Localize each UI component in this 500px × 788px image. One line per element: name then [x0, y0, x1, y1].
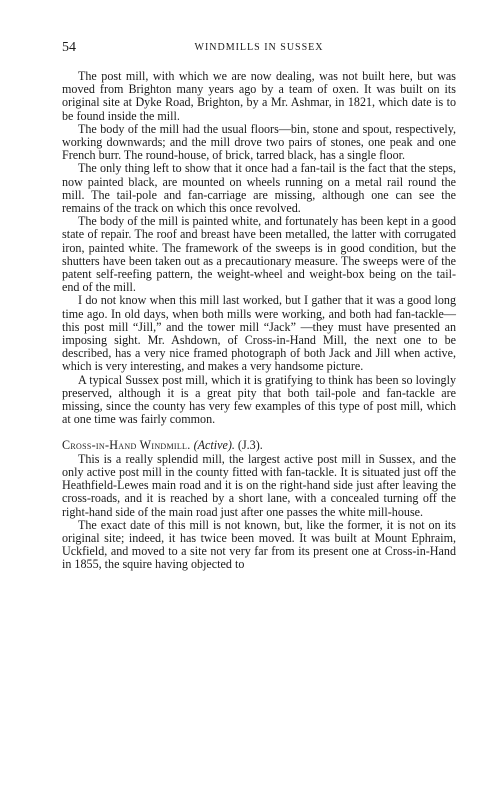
paragraph: The post mill, with which we are now dealing, was not built here, but was moved from Brighton many years ago by a team of oxen. It was built on its original site at Dyke Road, Brighton, by a Mr. Ashmar, in 1821, which date is to be found inside the mill.	[62, 69, 456, 123]
paragraph: A typical Sussex post mill, which it is gratifying to think has been so lovingly preserved, although it is a great pity that both tail-pole and fan-tackle are missing, since the county has very few examples of this type of post mill, which at one time was fairly common.	[62, 372, 456, 427]
section-heading-status: (Active).	[193, 438, 235, 453]
page-header	[62, 40, 456, 58]
paragraph: The only thing left to show that it once had a fan-tail is the fact that the steps, now painted black, are mounted on wheels running on a metal rail round the mill. The tail-pole and fan-carriage are missing, although one can see the remains of the track on which this once revolved.	[62, 161, 456, 216]
body-text	[62, 70, 456, 572]
section-heading	[62, 439, 456, 452]
page-number: 54	[62, 40, 76, 55]
running-title: WINDMILLS IN SUSSEX	[194, 42, 324, 53]
paragraph: The body of the mill is painted white, and fortunately has been kept in a good state of repair. The roof and breast have been metalled, the latter with corrugated iron, painted white. The framework of the sweeps is in good condition, but the shutters have been taken out as a precautionary measure. The sweeps were of the patent self-reefing pattern, the weight-wheel and weight-box being on the tail-end of the mill.	[62, 214, 456, 295]
paragraph: This is a really splendid mill, the largest active post mill in Sussex, and the only active post mill in the county fitted with fan-tackle. It is situated just off the Heathfield-Lewes main road and it is on the right-hand side just after leaving the cross-roads, and it is reached by a short lane, with a concealed turning off the right-hand side of the main road just after one passes the white mill-house.	[62, 451, 456, 519]
section-heading-ref: (J.3).	[237, 438, 263, 453]
paragraph: I do not know when this mill last worked, but I gather that it was a good long time ago. In old days, when both mills were working, and both had fan-tackle—this post mill “Jill,” and the tower mill “Jack” —they must have presented an imposing sight. Mr. Ashdown, of Cross-in-Hand Mill, the next one to be described, has a very nice framed photograph of both Jack and Jill when active, which is very interesting, and makes a very handsome picture.	[62, 293, 456, 374]
paragraph: The body of the mill had the usual floors—bin, stone and spout, respectively, working downwards; and the mill drove two pairs of stones, one peak and one French burr. The round-house, of brick, tarred black, has a single floor.	[62, 121, 456, 163]
paragraph: The exact date of this mill is not known, but, like the former, it is not on its original site; indeed, it has twice been moved. It was built at Mount Ephraim, Uckfield, and moved to a site not very far from its present one at Cross-in-Hand in 1855, the squire having objected to	[62, 517, 456, 572]
section-heading-name: Cross-in-Hand Windmill.	[62, 438, 191, 453]
